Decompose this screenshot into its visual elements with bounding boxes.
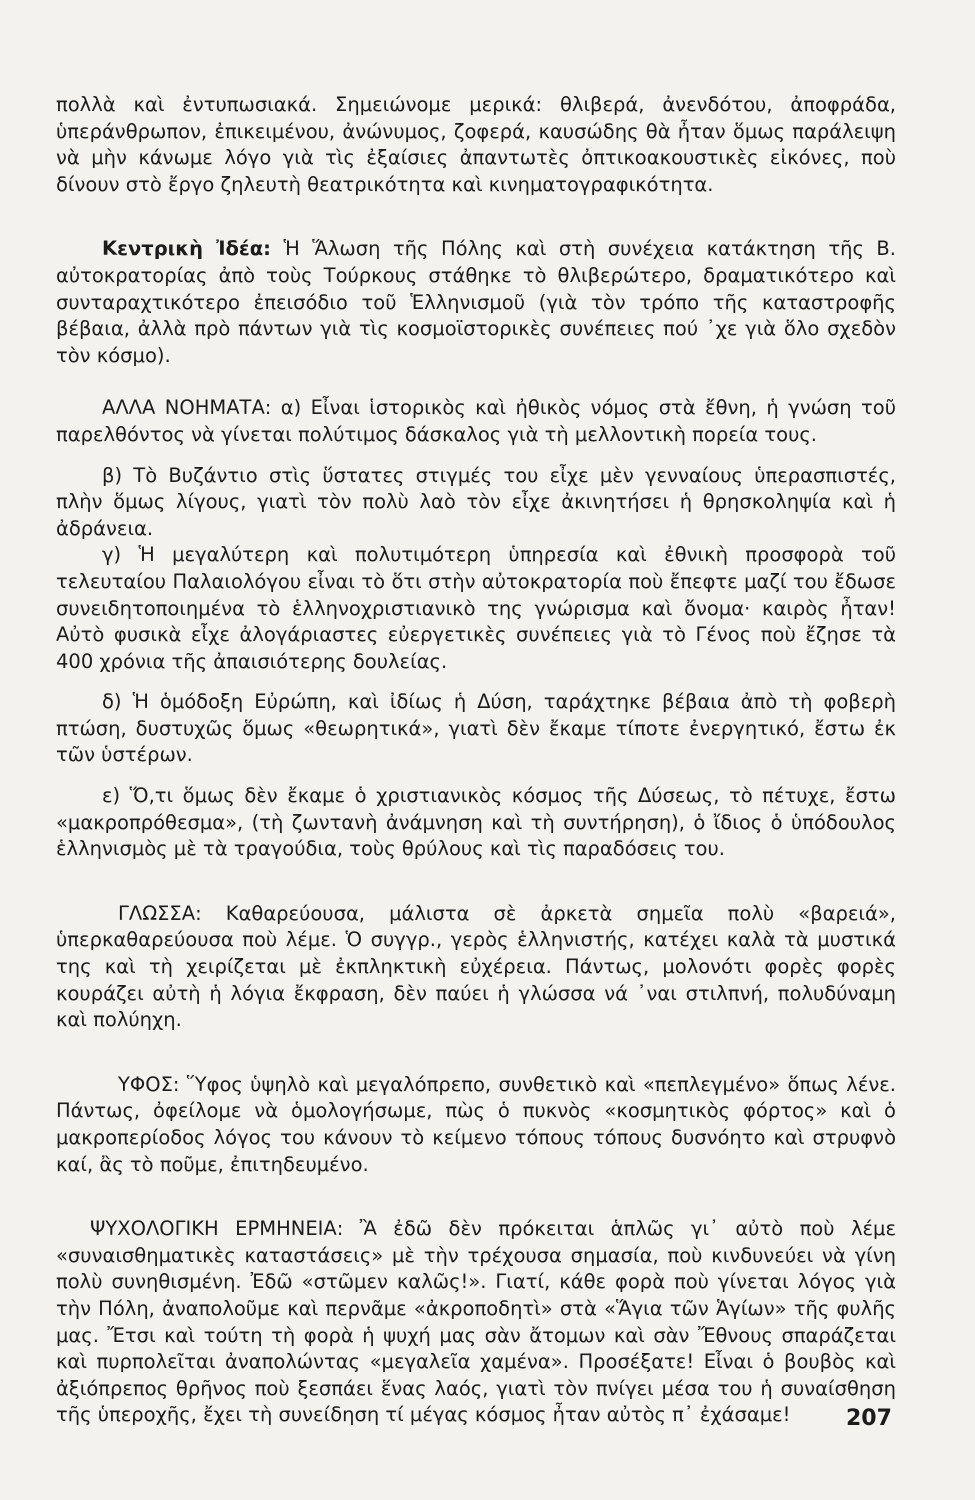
central-idea-label: Κεντρικὴ Ἰδέα:: [102, 237, 271, 261]
other-ideas-d: δ) Ἡ ὁμόδοξη Εὐρώπη, καὶ ἰδίως ἡ Δύση, ταράχτηκε βέβαια ἀπὸ τὴ φοβερὴ πτώση, δυστυχῶς ὅμως «θεωρητικά», γιατὶ δὲν ἔκαμε τίποτε ἐνεργητικό, ἔστω ἐκ τῶν ὑστέρων.: [56, 690, 896, 767]
other-ideas-a: ΑΛΛΑ ΝΟΗΜΑΤΑ: α) Εἶναι ἱστορικὸς καὶ ἠθικὸς νόμος στὰ ἔθνη, ἡ γνώση τοῦ παρελθόντος νὰ γίνεται πολύτιμος δάσκαλος γιὰ τὴ μελλοντικὴ πορεία τους.: [56, 396, 896, 446]
psychology-paragraph: ΨΥΧΟΛΟΓΙΚΗ ΕΡΜΗΝΕΙΑ: Ἂ ἐδῶ δὲν πρόκειται ἁπλῶς γι᾽ αὐτὸ ποὺ λέμε «συναισθηματικὲς καταστάσεις» μὲ τὴν τρέχουσα σημασία, ποὺ κινδυνεύει νὰ γίνη πολὺ συνηθισμένη. Ἐδῶ «στῶμεν καλῶς!». Γιατί, κάθε φορὰ ποὺ γίνεται λόγος γιὰ τὴν Πόλη, ἀναπολοῦμε καὶ περνᾶμε «ἀκροποδητὶ» στὰ «Ἅγια τῶν Ἁγίων» τῆς φυλῆς μας. Ἔτσι καὶ τούτη τὴ φορὰ ἡ ψυχή μας σὰν ἄτομων καὶ σὰν Ἔθνους σπαράζεται καὶ πυρπολεῖται ἀναπολώντας «μεγαλεῖα χαμένα». Προσέξατε! Εἶναι ὁ βουβὸς καὶ ἀξιόπρεπος θρῆνος ποὺ ξεσπάει ἕνας λαός, γιατὶ τὸν πνίγει μέσα του ἡ συναίσθηση τῆς ὑπεροχῆς, ἔχει τὴ συνείδηση τί μέγας κόσμος ἦταν αὐτὸς π᾽ ἐχάσαμε!: [56, 1217, 896, 1427]
language-paragraph: ΓΛΩΣΣΑ: Καθαρεύουσα, μάλιστα σὲ ἀρκετὰ σημεῖα πολὺ «βαρειά», ὑπερκαθαρεύουσα ποὺ λέμε. Ὁ συγγρ., γερὸς ἑλληνιστής, κατέχει καλὰ τὰ μυστικά της καὶ τὴ χειρίζεται μὲ ἐκπληκτικὴ εὐχέρεια. Πάντως, μολονότι φορὲς φορὲς κουράζει αὐτὴ ἡ λόγια ἔκφραση, δὲν παύει ἡ γλώσσα νά ᾽ναι στιλπνή, πολυδύναμη καὶ πολύηχη.: [56, 901, 896, 1032]
page-body: [56, 92, 896, 1429]
page-number: 207: [846, 1406, 892, 1431]
other-ideas-c: γ) Ἡ μεγαλύτερη καὶ πολυτιμότερη ὑπηρεσία καὶ ἐθνικὴ προσφορὰ τοῦ τελευταίου Παλαιολόγου εἶναι τὸ ὅτι στὴν αὐτοκρατορία ποὺ ἔπεφτε μαζί του ἔδωσε συνειδητοποιημένα τὸ ἑλληνοχριστιανικὸ της γνώρισμα καὶ ὄνομα· καιρὸς ἦταν! Αὐτὸ φυσικὰ εἶχε ἀλογάριαστες εὐεργετικὲς συνέπειες γιὰ τὸ Γένος ποὺ ἔζησε τὰ 400 χρόνια τῆς ἀπαισιότερης δουλείας.: [56, 543, 896, 673]
central-idea-paragraph: [56, 236, 896, 369]
intro-paragraph: πολλὰ καὶ ἐντυπωσιακά. Σημειώνομε μερικά: θλιβερά, ἀνενδότου, ἀποφράδα, ὑπεράνθρωπον, ἐπικειμένου, ἀνώνυμος, ζοφερά, καυσώδης θὰ ἦταν ὅμως παράλειψη νὰ μὴν κάνωμε λόγο γιὰ τὶς ἐξαίσιες ἀπαντωτὲς ὀπτικοακουστικὲς εἰκόνες, ποὺ δίνουν στὸ ἔργο ζηλευτὴ θεατρικότητα καὶ κινηματογραφικότητα.: [56, 93, 896, 196]
other-ideas-b: β) Τὸ Βυζάντιο στὶς ὕστατες στιγμές του εἶχε μὲν γενναίους ὑπερασπιστές, πλὴν ὅμως λίγους, γιατὶ τὸν πολὺ λαὸ τὸν εἶχε ἀκινητήσει ἡ θρησκοληψία καὶ ἡ ἀδράνεια.: [56, 463, 896, 540]
central-idea-text: Ἡ Ἅλωση τῆς Πόλης καὶ στὴ συνέχεια κατάκτηση τῆς Β. αὐτοκρατορίας ἀπὸ τοὺς Τούρκους στάθηκε τὸ θλιβερώτερο, δραματικότερο καὶ συνταραχτικότερο ἐπεισόδιο τοῦ Ἑλληνισμοῦ (γιὰ τὸν τρόπο τῆς καταστροφῆς βέβαια, ἀλλὰ πρὸ πάντων γιὰ τὶς κοσμοϊστορικὲς συνέπειες πού ᾽χε γιὰ ὅλο σχεδὸν τὸν κόσμο).: [56, 237, 896, 367]
style-paragraph: ΥΦΟΣ: Ὕφος ὑψηλὸ καὶ μεγαλόπρεπο, συνθετικὸ καὶ «πεπλεγμένο» ὅπως λένε. Πάντως, ὀφείλομε νὰ ὁμολογήσωμε, πὼς ὁ πυκνὸς «κοσμητικὸς φόρτος» καὶ ὁ μακροπερίοδος λόγος του κάνουν τὸ κείμενο τόπους τόπους δυσνόητο καὶ στρυφνὸ καί, ἂς τὸ ποῦμε, ἐπιτηδευμένο.: [56, 1072, 896, 1176]
other-ideas-e: ε) Ὅ,τι ὅμως δὲν ἔκαμε ὁ χριστιανικὸς κόσμος τῆς Δύσεως, τὸ πέτυχε, ἔστω «μακροπρόθεσμα», (τὴ ζωντανὴ ἀνάμνηση καὶ τὴ συντήρηση), ὁ ἴδιος ὁ ὑπόδουλος ἑλληνισμὸς μὲ τὰ τραγούδια, τοὺς θρύλους καὶ τὶς παραδόσεις του.: [56, 784, 896, 861]
